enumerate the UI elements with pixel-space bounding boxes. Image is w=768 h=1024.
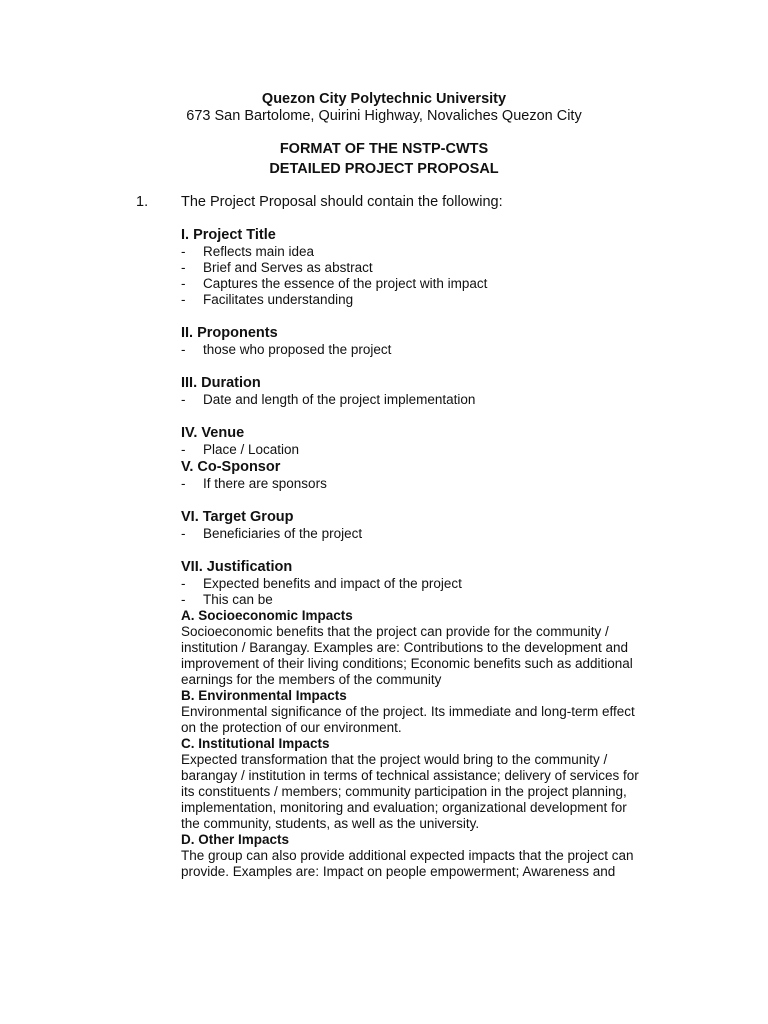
impact-heading-environmental: B. Environmental Impacts bbox=[181, 688, 347, 703]
bullet-text: Captures the essence of the project with impact bbox=[203, 276, 488, 291]
dash-marker: - bbox=[181, 292, 186, 307]
bullet-text: those who proposed the project bbox=[203, 342, 392, 357]
proposal-contents bbox=[181, 226, 651, 880]
section-heading: V. Co-Sponsor bbox=[181, 459, 281, 475]
impact-text-line: earnings for the members of the community bbox=[181, 672, 442, 687]
section-venue bbox=[181, 424, 651, 458]
dash-marker: - bbox=[181, 592, 186, 607]
bullet-item bbox=[181, 276, 651, 292]
bullet-item bbox=[181, 576, 651, 592]
bullet-item bbox=[181, 292, 651, 308]
bullet-text: Facilitates understanding bbox=[203, 292, 354, 307]
impact-text-line: institution / Barangay. Examples are: Contributions to the development and bbox=[181, 640, 629, 655]
impact-text-line: The group can also provide additional expected impacts that the project can bbox=[181, 848, 634, 863]
impact-heading-institutional: C. Institutional Impacts bbox=[181, 736, 330, 751]
section-co-sponsor bbox=[181, 458, 651, 492]
section-heading: III. Duration bbox=[181, 375, 261, 391]
item-intro-text: The Project Proposal should contain the following: bbox=[181, 194, 503, 210]
dash-marker: - bbox=[181, 342, 186, 357]
university-name: Quezon City Polytechnic University bbox=[261, 91, 507, 107]
impact-text-line: on the protection of our environment. bbox=[181, 720, 402, 735]
section-duration bbox=[181, 374, 651, 408]
dash-marker: - bbox=[181, 476, 186, 491]
dash-marker: - bbox=[181, 526, 186, 541]
dash-marker: - bbox=[181, 244, 186, 259]
section-justification bbox=[181, 558, 651, 880]
impact-text-line: Expected transformation that the project would bring to the community / bbox=[181, 752, 608, 767]
impact-text-line: implementation, monitoring and evaluation; organizational development for bbox=[181, 800, 627, 815]
impact-heading-other: D. Other Impacts bbox=[181, 832, 290, 847]
bullet-item bbox=[181, 342, 651, 358]
bullet-text: Place / Location bbox=[203, 442, 300, 457]
impact-text-line: improvement of their living conditions; Economic benefits such as additional bbox=[181, 656, 633, 671]
section-heading: IV. Venue bbox=[181, 425, 245, 441]
section-heading: VI. Target Group bbox=[181, 509, 294, 525]
section-heading: VII. Justification bbox=[181, 559, 293, 575]
bullet-text: Brief and Serves as abstract bbox=[203, 260, 373, 275]
bullet-item bbox=[181, 260, 651, 276]
dash-marker: - bbox=[181, 392, 186, 407]
impact-text-line: provide. Examples are: Impact on people empowerment; Awareness and bbox=[181, 864, 616, 879]
bullet-text: Expected benefits and impact of the project bbox=[203, 576, 462, 591]
dash-marker: - bbox=[181, 576, 186, 591]
impact-text-line: Environmental significance of the project. Its immediate and long-term effect bbox=[181, 704, 635, 719]
bullet-item bbox=[181, 526, 651, 542]
item-number: 1. bbox=[136, 194, 149, 210]
impact-text-line: barangay / institution in terms of technical assistance; delivery of services for bbox=[181, 768, 639, 783]
section-heading: I. Project Title bbox=[181, 227, 276, 243]
impact-text-line: its constituents / members; community participation in the project planning, bbox=[181, 784, 627, 799]
section-project-title bbox=[181, 226, 651, 308]
bullet-item bbox=[181, 476, 651, 492]
bullet-text: Date and length of the project implementation bbox=[203, 392, 476, 407]
bullet-item bbox=[181, 442, 651, 458]
bullet-item bbox=[181, 244, 651, 260]
bullet-text: Reflects main idea bbox=[203, 244, 315, 259]
impact-text-line: the community, students, as well as the university. bbox=[181, 816, 480, 831]
section-heading: II. Proponents bbox=[181, 325, 278, 341]
section-proponents bbox=[181, 324, 651, 358]
bullet-item bbox=[181, 392, 651, 408]
impact-text-line: Socioeconomic benefits that the project can provide for the community / bbox=[181, 624, 609, 639]
bullet-text: Beneficiaries of the project bbox=[203, 526, 363, 541]
dash-marker: - bbox=[181, 442, 186, 457]
dash-marker: - bbox=[181, 276, 186, 291]
university-address: 673 San Bartolome, Quirini Highway, Novaliches Quezon City bbox=[186, 108, 582, 124]
impact-heading-socioeconomic: A. Socioeconomic Impacts bbox=[181, 608, 353, 623]
bullet-text: If there are sponsors bbox=[203, 476, 327, 491]
dash-marker: - bbox=[181, 260, 186, 275]
bullet-text: This can be bbox=[203, 592, 273, 607]
section-target-group bbox=[181, 508, 651, 542]
document-title-line-2: DETAILED PROJECT PROPOSAL bbox=[269, 161, 499, 177]
document-title-line-1: FORMAT OF THE NSTP-CWTS bbox=[279, 141, 489, 157]
bullet-item bbox=[181, 592, 651, 608]
